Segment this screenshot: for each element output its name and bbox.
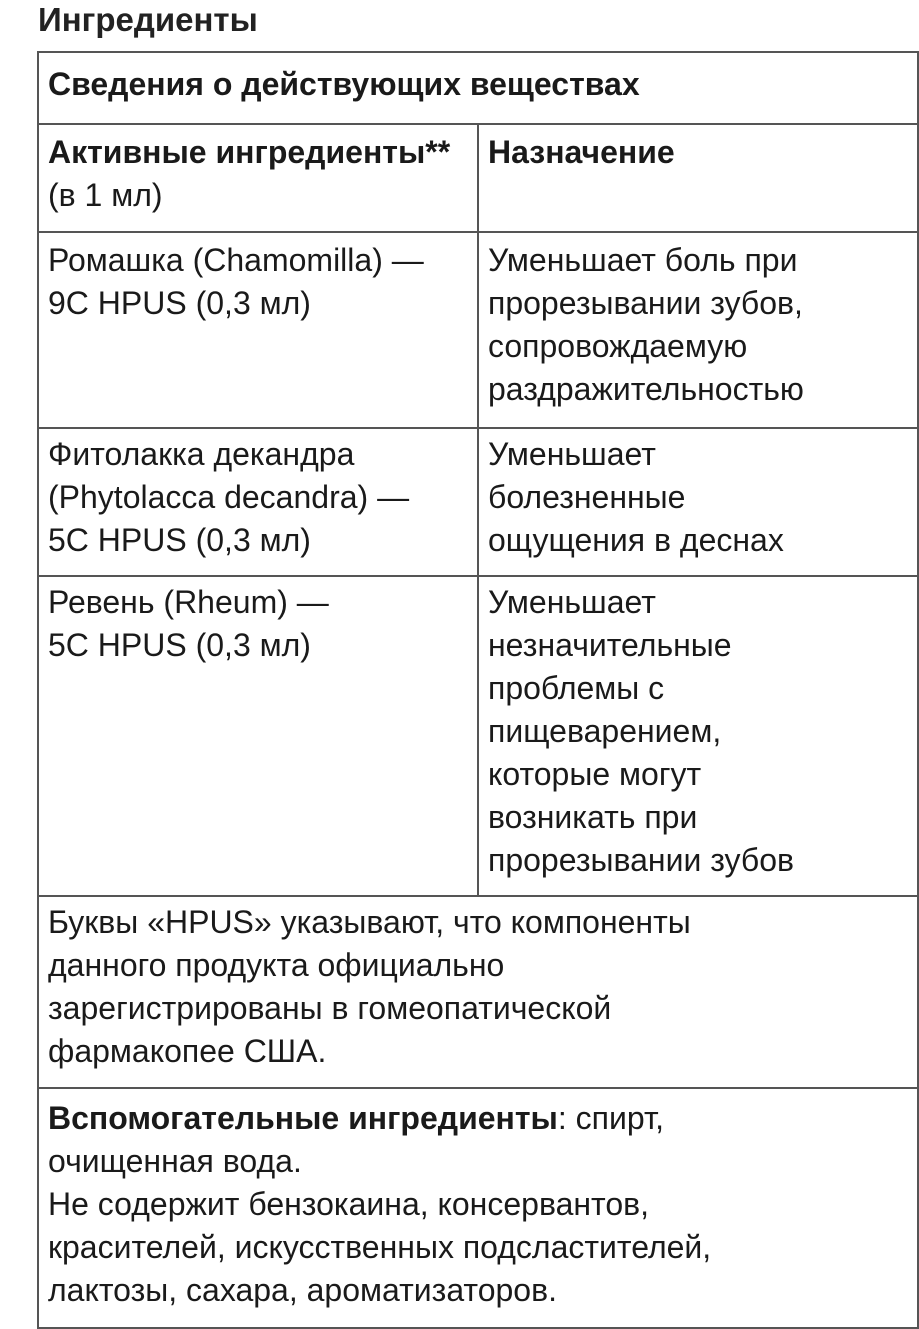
hpus-note [38,896,918,1088]
column-header-active-label: Активные ингредиенты** [48,134,451,170]
ingredient-cell [38,576,478,896]
excipients-line: очищенная вода. [48,1143,302,1179]
table-row [38,428,918,576]
ingredient-line: Ромашка (Chamomilla) — [48,242,424,278]
purpose-line: Уменьшает [488,436,656,472]
ingredient-line: 9C HPUS (0,3 мл) [48,285,311,321]
excipients-first-text: : спирт, [557,1100,664,1136]
purpose-line: пищеварением, [488,713,722,749]
excipients-line: красителей, искусственных подсластителей, [48,1229,712,1265]
ingredients-table [37,51,919,1329]
purpose-line: прорезывании зубов, [488,285,803,321]
hpus-note-row [38,896,918,1088]
purpose-line: проблемы с [488,670,665,706]
purpose-cell [478,428,918,576]
purpose-line: болезненные [488,479,686,515]
column-header-active-unit: (в 1 мл) [48,177,163,213]
ingredient-line: (Phytolacca decandra) — [48,479,410,515]
column-header-purpose: Назначение [478,124,918,232]
table-title-row [38,52,918,124]
table-row [38,576,918,896]
ingredient-line: 5C HPUS (0,3 мл) [48,627,311,663]
ingredient-cell [38,428,478,576]
ingredient-line: 5C HPUS (0,3 мл) [48,522,311,558]
purpose-cell [478,232,918,428]
hpus-note-line: данного продукта официально [48,947,505,983]
hpus-note-line: Буквы «HPUS» указывают, что компоненты [48,904,691,940]
excipients-label: Вспомогательные ингредиенты [48,1100,558,1136]
purpose-line: возникать при [488,799,698,835]
purpose-line: Уменьшает боль при [488,242,798,278]
purpose-line: Уменьшает [488,584,656,620]
purpose-line: незначительные [488,627,732,663]
table-row [38,232,918,428]
table-title: Сведения о действующих веществах [38,52,918,124]
hpus-note-line: фармакопее США. [48,1033,327,1069]
purpose-line: сопровождаемую [488,328,748,364]
purpose-line: ощущения в деснах [488,522,784,558]
ingredient-line: Фитолакка декандра [48,436,355,472]
excipients-row [38,1088,918,1328]
excipients-line: Не содержит бензокаина, консервантов, [48,1186,650,1222]
ingredient-line: Ревень (Rheum) — [48,584,329,620]
excipients-first-line [48,1097,911,1140]
purpose-cell [478,576,918,896]
column-header-active [38,124,478,232]
section-heading: Ингредиенты [38,1,258,38]
excipients-cell [38,1088,918,1328]
purpose-line: которые могут [488,756,702,792]
ingredient-cell [38,232,478,428]
hpus-note-line: зарегистрированы в гомеопатической [48,990,612,1026]
purpose-line: прорезывании зубов [488,842,795,878]
table-header-row [38,124,918,232]
excipients-line: лактозы, сахара, ароматизаторов. [48,1272,557,1308]
purpose-line: раздражительностью [488,371,804,407]
